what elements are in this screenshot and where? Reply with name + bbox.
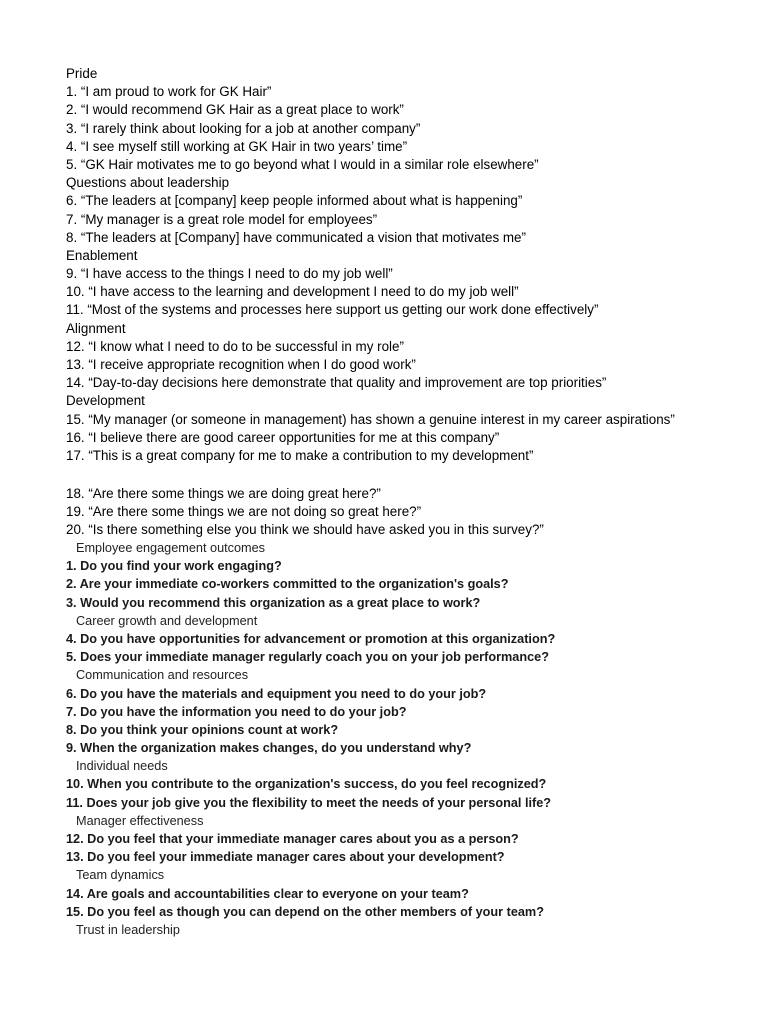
question-item: 5. Does your immediate manager regularly coach you on your job performance?: [66, 650, 549, 665]
statement-item: 4. “I see myself still working at GK Hair in two years’ time”: [66, 138, 408, 154]
category-heading-career-growth: Career growth and development: [76, 613, 258, 628]
section-heading-development: Development: [66, 393, 145, 409]
question-item: 6. Do you have the materials and equipment you need to do your job?: [66, 686, 487, 701]
section-heading-alignment: Alignment: [66, 320, 126, 336]
question-item: 14. Are goals and accountabilities clear to everyone on your team?: [66, 886, 469, 901]
category-heading-trust-in-leadership: Trust in leadership: [76, 922, 180, 937]
statement-item: 5. “GK Hair motivates me to go beyond what I would in a similar role elsewhere”: [66, 156, 539, 172]
statement-item: 8. “The leaders at [Company] have communicated a vision that motivates me”: [66, 229, 526, 245]
question-item: 2. Are your immediate co-workers committed to the organization's goals?: [66, 577, 509, 592]
statement-item: 14. “Day-to-day decisions here demonstrate that quality and improvement are top priorities”: [66, 375, 607, 391]
open-question-item: 20. “Is there something else you think we should have asked you in this survey?”: [66, 522, 544, 538]
question-item: 1. Do you find your work engaging?: [66, 559, 282, 574]
category-heading-manager-effectiveness: Manager effectiveness: [76, 813, 204, 828]
category-heading-engagement-outcomes: Employee engagement outcomes: [76, 541, 266, 555]
statement-item: 17. “This is a great company for me to make a contribution to my development”: [66, 447, 534, 463]
category-heading-team-dynamics: Team dynamics: [76, 868, 165, 883]
statement-item: 15. “My manager (or someone in management) has shown a genuine interest in my career aspirations”: [66, 411, 675, 427]
statement-item: 9. “I have access to the things I need to do my job well”: [66, 266, 393, 282]
statement-item: 7. “My manager is a great role model for employees”: [66, 211, 378, 227]
section-heading-pride: Pride: [66, 66, 98, 81]
section-heading-enablement: Enablement: [66, 247, 138, 263]
statement-item: 16. “I believe there are good career opportunities for me at this company”: [66, 429, 500, 445]
statement-item: 6. “The leaders at [company] keep people informed about what is happening”: [66, 193, 523, 209]
question-item: 13. Do you feel your immediate manager cares about your development?: [66, 850, 505, 865]
question-item: 8. Do you think your opinions count at work?: [66, 722, 339, 737]
survey-statements-section: [66, 65, 756, 465]
section-heading-leadership: Questions about leadership: [66, 175, 230, 191]
open-questions-section: [66, 485, 756, 540]
category-heading-communication: Communication and resources: [76, 668, 249, 683]
statement-item: 1. “I am proud to work for GK Hair”: [66, 84, 272, 100]
question-item: 10. When you contribute to the organization's success, do you feel recognized?: [66, 777, 547, 792]
statement-item: 10. “I have access to the learning and development I need to do my job well”: [66, 284, 519, 300]
statement-item: 3. “I rarely think about looking for a job at another company”: [66, 120, 421, 136]
engagement-questions-section: [66, 539, 756, 939]
question-item: 11. Does your job give you the flexibility to meet the needs of your personal life?: [66, 795, 552, 810]
open-question-item: 18. “Are there some things we are doing great here?”: [66, 486, 381, 501]
statement-item: 11. “Most of the systems and processes here support us getting our work done effectively”: [66, 302, 599, 318]
question-item: 3. Would you recommend this organization as a great place to work?: [66, 595, 481, 610]
statement-item: 12. “I know what I need to do to be successful in my role”: [66, 338, 404, 354]
question-item: 4. Do you have opportunities for advancement or promotion at this organization?: [66, 631, 556, 646]
open-question-item: 19. “Are there some things we are not doing so great here?”: [66, 504, 422, 520]
question-item: 12. Do you feel that your immediate manager cares about you as a person?: [66, 832, 519, 846]
question-item: 9. When the organization makes changes, do you understand why?: [66, 741, 472, 756]
question-item: 15. Do you feel as though you can depend on the other members of your team?: [66, 904, 544, 919]
question-item: 7. Do you have the information you need to do your job?: [66, 704, 407, 719]
statement-item: 2. “I would recommend GK Hair as a great place to work”: [66, 102, 404, 118]
category-heading-individual-needs: Individual needs: [76, 759, 168, 774]
statement-item: 13. “I receive appropriate recognition when I do good work”: [66, 357, 416, 372]
